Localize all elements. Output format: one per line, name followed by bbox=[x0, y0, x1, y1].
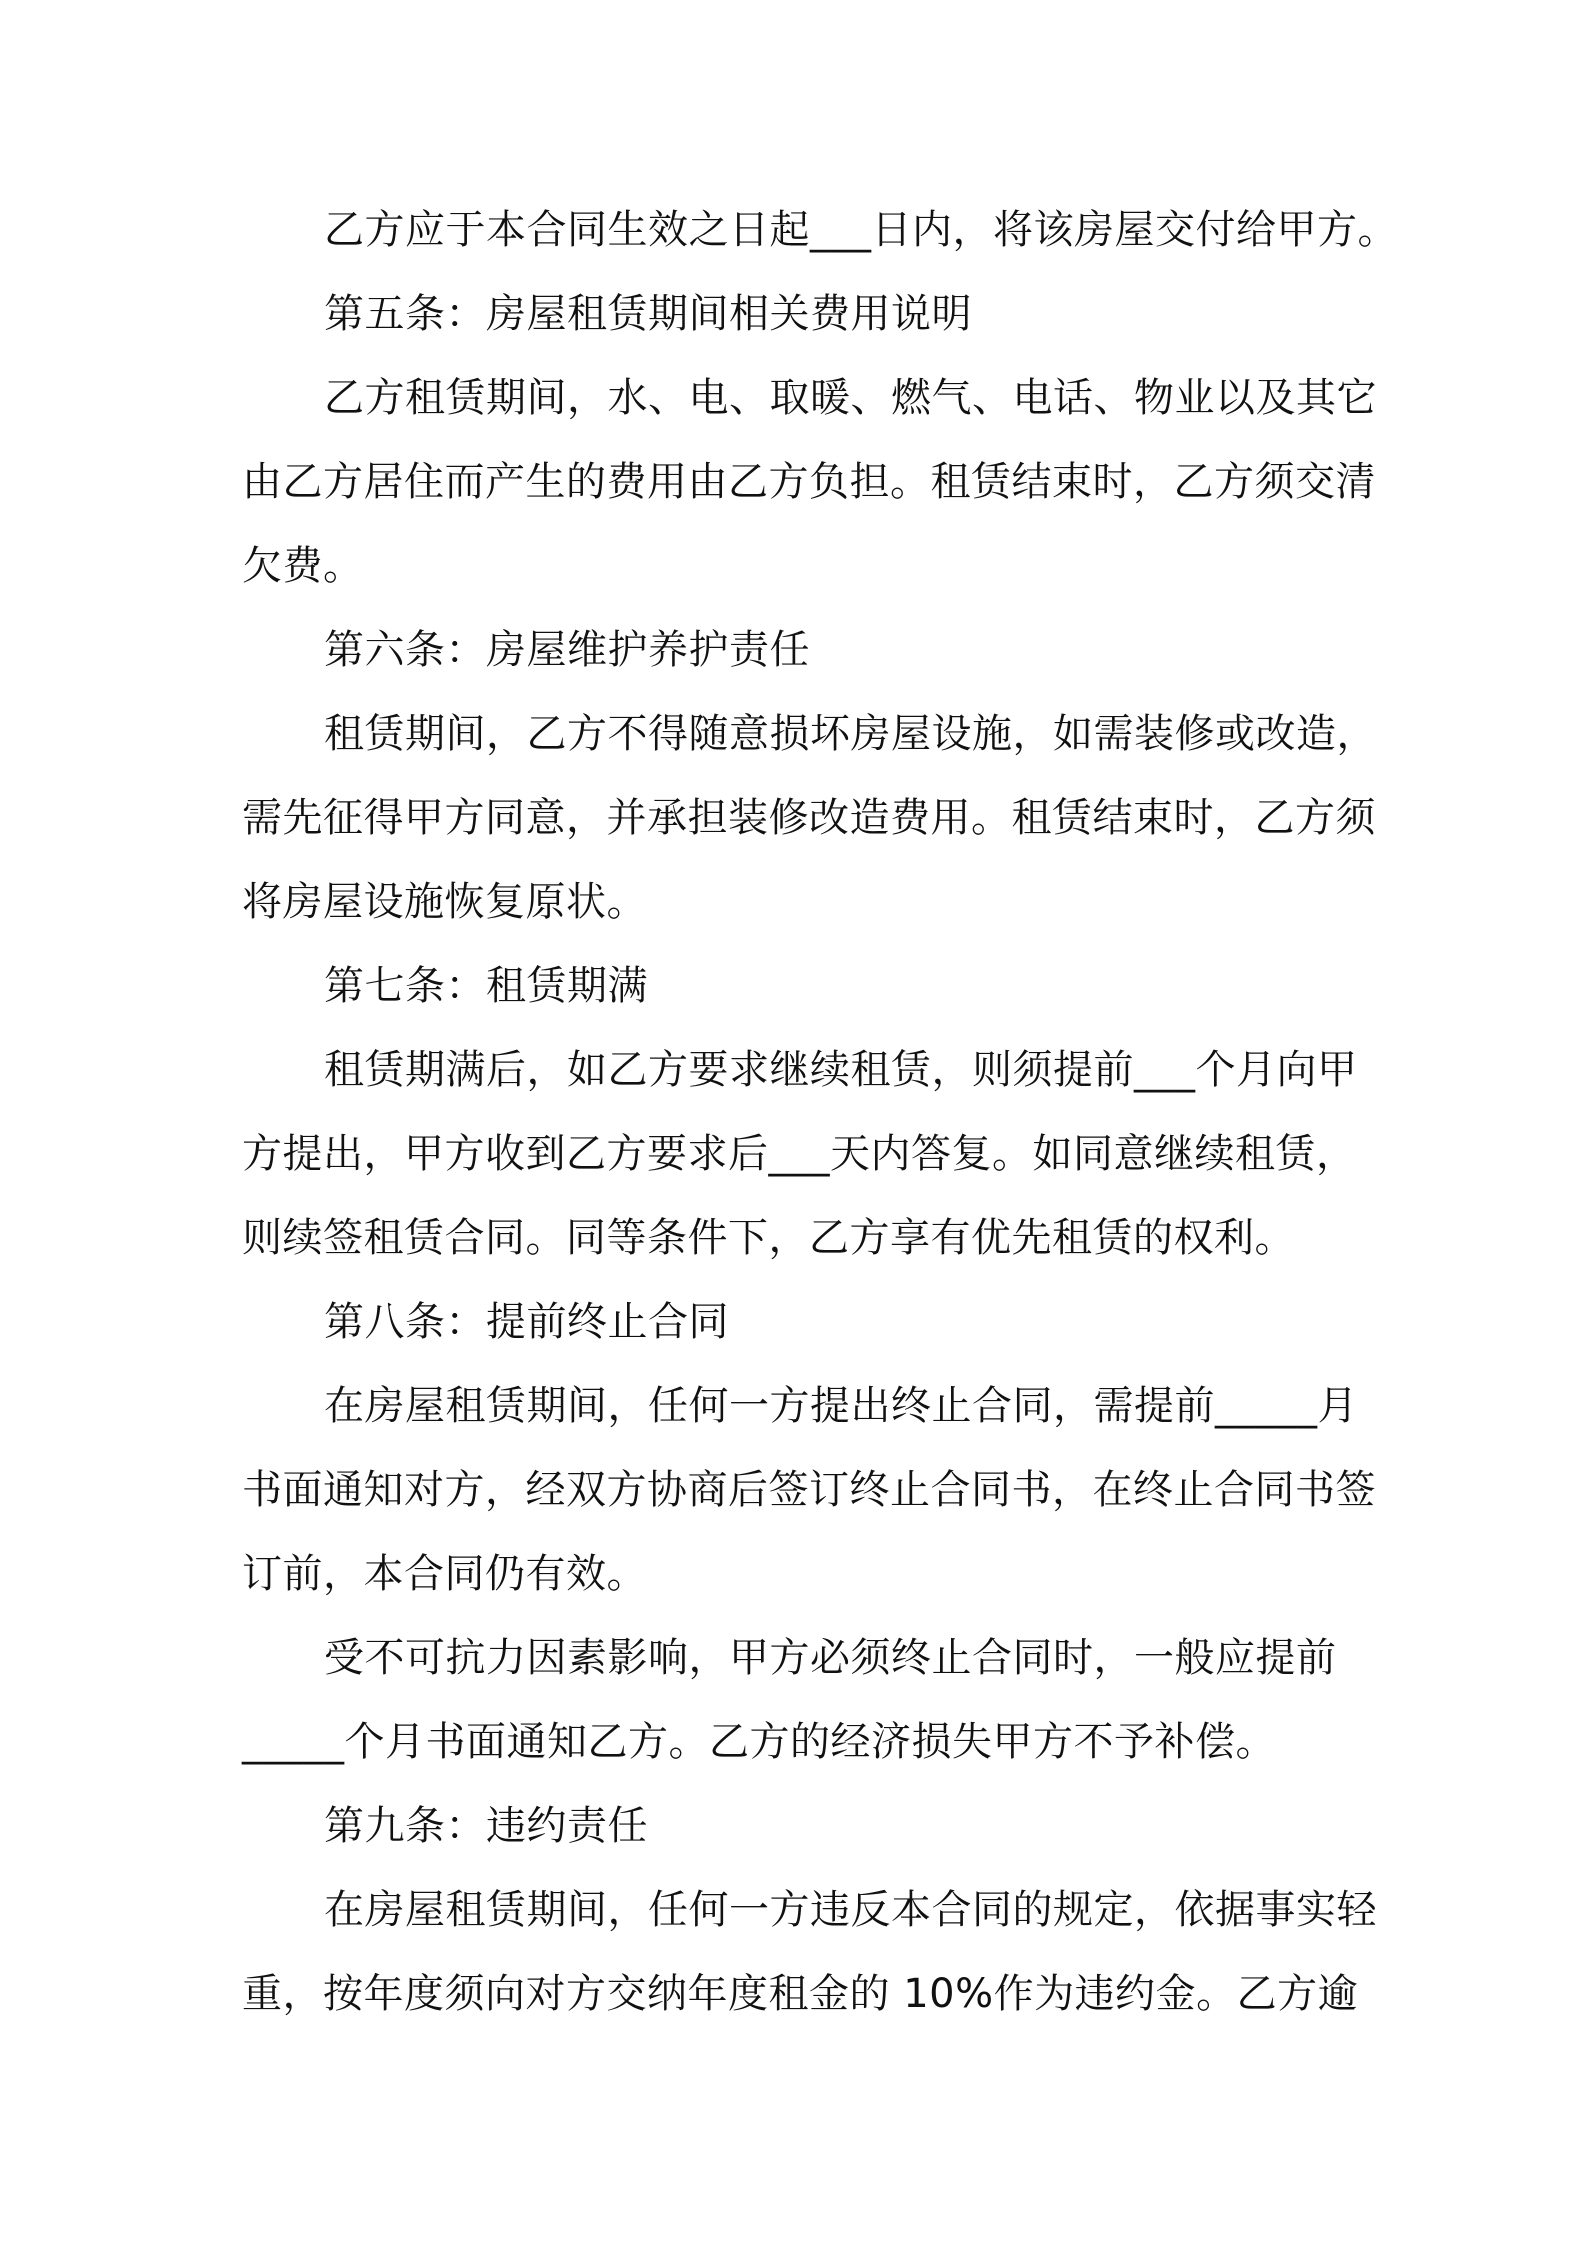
section-heading-8: 第八条：提前终止合同 bbox=[324, 1299, 729, 1345]
paragraph-line: 租赁期满后，如乙方要求继续租赁，则须提前___个月向甲 bbox=[324, 1047, 1358, 1093]
section-heading-9: 第九条：违约责任 bbox=[324, 1803, 648, 1849]
paragraph-line: 方提出，甲方收到乙方要求后___天内答复。如同意继续租赁， bbox=[242, 1131, 1357, 1177]
paragraph-line: 租赁期间，乙方不得随意损坏房屋设施，如需装修或改造， bbox=[324, 711, 1377, 757]
paragraph-line: 需先征得甲方同意，并承担装修改造费用。租赁结束时，乙方须 bbox=[242, 795, 1376, 841]
paragraph-line: 欠费。 bbox=[242, 543, 364, 589]
paragraph-line: 将房屋设施恢复原状。 bbox=[242, 879, 647, 925]
paragraph-line: 重，按年度须向对方交纳年度租金的 10%作为违约金。乙方逾 bbox=[242, 1971, 1359, 2017]
paragraph-line: 在房屋租赁期间，任何一方提出终止合同，需提前_____月 bbox=[324, 1383, 1358, 1429]
paragraph-line: 乙方应于本合同生效之日起___日内，将该房屋交付给甲方。 bbox=[324, 207, 1398, 253]
paragraph-line: 在房屋租赁期间，任何一方违反本合同的规定，依据事实轻 bbox=[324, 1887, 1377, 1933]
section-heading-6: 第六条：房屋维护养护责任 bbox=[324, 627, 810, 673]
paragraph-line: 则续签租赁合同。同等条件下，乙方享有优先租赁的权利。 bbox=[242, 1215, 1295, 1261]
paragraph-line: 订前，本合同仍有效。 bbox=[242, 1551, 647, 1597]
paragraph-line: 由乙方居住而产生的费用由乙方负担。租赁结束时，乙方须交清 bbox=[242, 459, 1376, 505]
paragraph-line: 书面通知对方，经双方协商后签订终止合同书，在终止合同书签 bbox=[242, 1467, 1376, 1513]
paragraph-line: 乙方租赁期间，水、电、取暖、燃气、电话、物业以及其它 bbox=[324, 375, 1377, 421]
paragraph-line: _____个月书面通知乙方。乙方的经济损失甲方不予补偿。 bbox=[242, 1719, 1276, 1765]
section-heading-7: 第七条：租赁期满 bbox=[324, 963, 648, 1009]
paragraph-line: 受不可抗力因素影响，甲方必须终止合同时，一般应提前 bbox=[324, 1635, 1337, 1681]
section-heading-5: 第五条：房屋租赁期间相关费用说明 bbox=[324, 291, 972, 337]
